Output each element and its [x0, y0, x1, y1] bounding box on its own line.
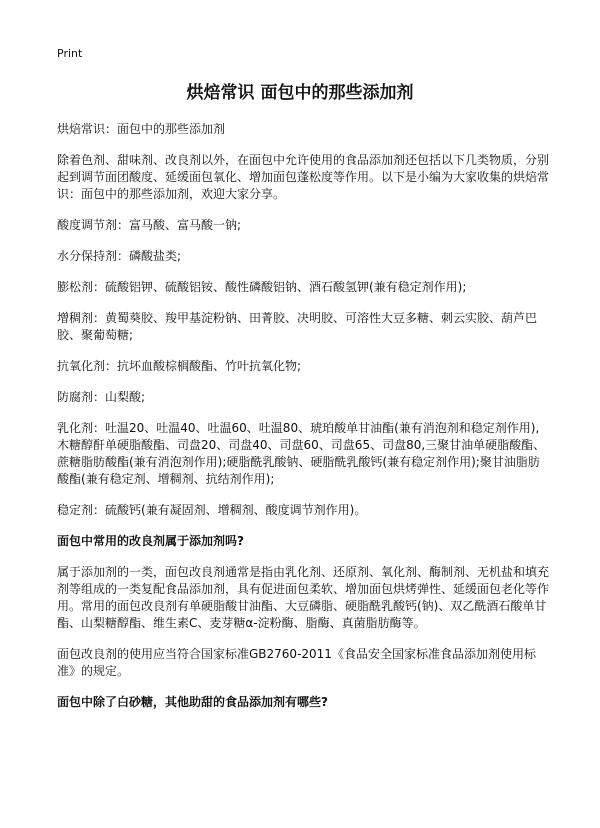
- page-title: 烘焙常识 面包中的那些添加剂: [186, 83, 414, 103]
- preservative-paragraph: 防腐剂：山梨酸;: [57, 390, 146, 404]
- standard-paragraph: 面包改良剂的使用应当符合国家标准GB2760-2011《食品安全国家标准食品添加剂使用标准》的规定。: [57, 647, 536, 678]
- article-subtitle: 烘焙常识：面包中的那些添加剂: [57, 122, 226, 136]
- leavening-agent-paragraph: 膨松剂：硫酸铝钾、硫酸铝铵、酸性磷酸铝钠、酒石酸氢钾(兼有稳定剂作用);: [57, 280, 467, 294]
- thickener-paragraph: 增稠剂：黄蜀葵胶、羧甲基淀粉钠、田菁胶、决明胶、可溶性大豆多糖、刺云实胶、葫芦巴胶、聚葡萄糖;: [57, 311, 538, 342]
- antioxidant-paragraph: 抗氧化剂：抗坏血酸棕榈酸酯、竹叶抗氧化物;: [57, 359, 302, 373]
- intro-paragraph: 除着色剂、甜味剂、改良剂以外，在面包中允许使用的食品添加剂还包括以下几类物质，分别起到调节面团酸度、延缓面包氧化、增加面包蓬松度等作用。以下是小编为大家收集的烘焙常识：面包中的那些添加剂，欢迎大家分享。: [57, 153, 550, 201]
- section-heading-sweeteners: 面包中除了白砂糖，其他助甜的食品添加剂有哪些?: [57, 695, 328, 709]
- improver-paragraph: 属于添加剂的一类，面包改良剂通常是指由乳化剂、还原剂、氧化剂、酶制剂、无机盐和填充剂等组成的一类复配食品添加剂，具有促进面包柔软、增加面包烘烤弹性、延缓面包老化等作用。常用的面包改良剂有单硬脂酸甘油酯、大豆磷脂、硬脂酰乳酸钙(钠)、双乙酰酒石酸单甘酯、山梨糖醇酯、维生素C、麦芽糖α-淀粉酶、脂酶、真菌脂肪酶等。: [57, 565, 550, 630]
- section-heading-improver: 面包中常用的改良剂属于添加剂吗?: [57, 534, 244, 548]
- acidity-regulator-paragraph: 酸度调节剂：富马酸、富马酸一钠;: [57, 218, 242, 232]
- humectant-paragraph: 水分保持剂：磷酸盐类;: [57, 249, 182, 263]
- emulsifier-paragraph: 乳化剂：吐温20、吐温40、吐温60、吐温80、琥珀酸单甘油酯(兼有消泡剂和稳定剂作用),木糖醇酐单硬脂酸酯、司盘20、司盘40、司盘60、司盘65、司盘80,三聚甘油单硬脂酸酯、蔗糖脂肪酸酯(兼有消泡剂作用);硬脂酰乳酸钠、硬脂酰乳酸钙(兼有稳定剂作用);聚甘油脂肪酸酯(兼有稳定剂、增稠剂、抗结剂作用);: [57, 421, 546, 486]
- article-body: [57, 121, 549, 725]
- stabilizer-paragraph: 稳定剂：硫酸钙(兼有凝固剂、增稠剂、酸度调节剂作用)。: [57, 503, 367, 517]
- print-link[interactable]: Print: [57, 47, 83, 60]
